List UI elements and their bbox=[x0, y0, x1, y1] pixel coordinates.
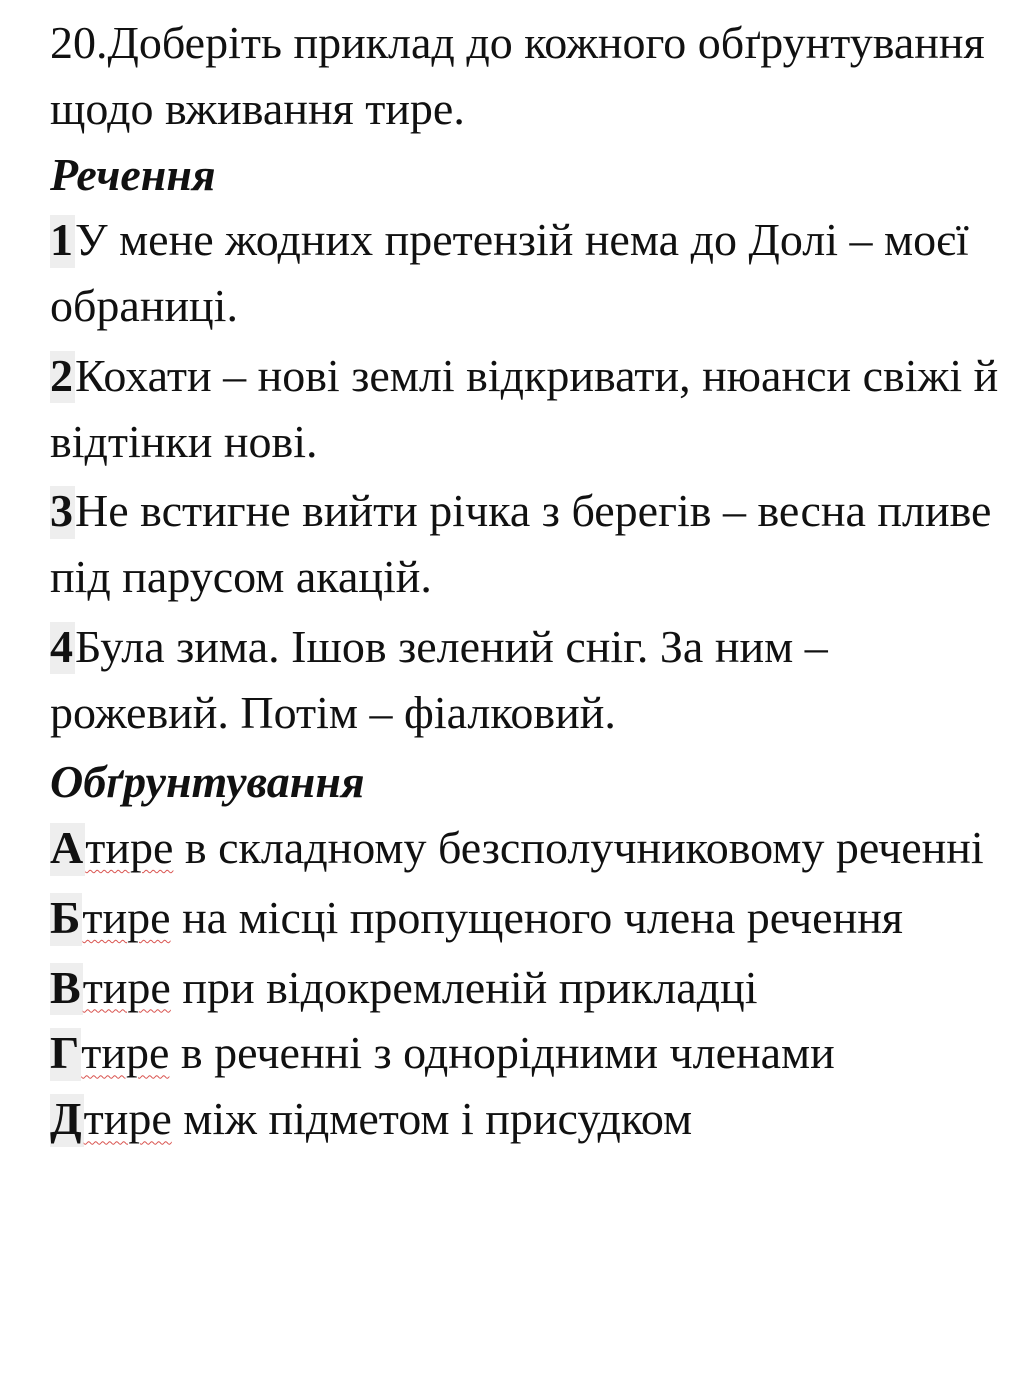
sentence-marker: 1 bbox=[50, 215, 75, 268]
sentence-item bbox=[50, 207, 1010, 339]
reason-marker: В bbox=[50, 963, 83, 1016]
reason-item bbox=[50, 1020, 1010, 1086]
reason-first-word: тире bbox=[82, 961, 171, 1013]
reason-marker: Г bbox=[50, 1028, 81, 1081]
sentences-heading: Речення bbox=[50, 148, 216, 200]
reason-item bbox=[50, 955, 1010, 1021]
reason-first-word: тире bbox=[85, 822, 174, 874]
sentence-item bbox=[50, 478, 1010, 610]
document-page bbox=[50, 10, 1010, 1152]
reason-text: в складному безсполучниковому реченні bbox=[173, 822, 984, 874]
sentence-text: Була зима. Ішов зелений сніг. За ним – рожевий. Потім – фіалковий. bbox=[50, 620, 828, 738]
reason-first-word: тире bbox=[82, 891, 171, 943]
sentence-item bbox=[50, 614, 1010, 746]
reasons-heading: Обґрунтування bbox=[50, 756, 365, 808]
task-title: 20.Доберіть приклад до кожного обґрунтування щодо вживання тире. bbox=[50, 17, 985, 134]
reason-item bbox=[50, 815, 1010, 881]
reason-first-word: тире bbox=[83, 1093, 172, 1145]
reason-text: між підметом і присудком bbox=[171, 1093, 693, 1145]
reason-text: при відокремленій прикладці bbox=[170, 961, 758, 1013]
reason-text: на місці пропущеного члена речення bbox=[170, 891, 903, 943]
sentence-marker: 2 bbox=[50, 351, 75, 404]
sentence-text: Не встигне вийти річка з берегів – весна пливе під парусом акацій. bbox=[50, 485, 992, 603]
sentence-marker: 3 bbox=[50, 486, 75, 539]
reason-first-word: тире bbox=[81, 1027, 170, 1079]
sentence-text: У мене жодних претензій нема до Долі – моєї обраниці. bbox=[50, 214, 969, 332]
reason-text: в реченні з однорідними членами bbox=[169, 1027, 835, 1079]
reason-marker: Д bbox=[50, 1094, 84, 1147]
reason-marker: Б bbox=[50, 893, 82, 946]
sentence-marker: 4 bbox=[50, 622, 75, 675]
reason-marker: А bbox=[50, 823, 85, 876]
sentence-text: Кохати – нові землі відкривати, нюанси свіжі й відтінки нові. bbox=[50, 349, 999, 467]
reason-item bbox=[50, 1086, 1010, 1152]
reason-item bbox=[50, 885, 1010, 951]
sentence-item bbox=[50, 343, 1010, 475]
